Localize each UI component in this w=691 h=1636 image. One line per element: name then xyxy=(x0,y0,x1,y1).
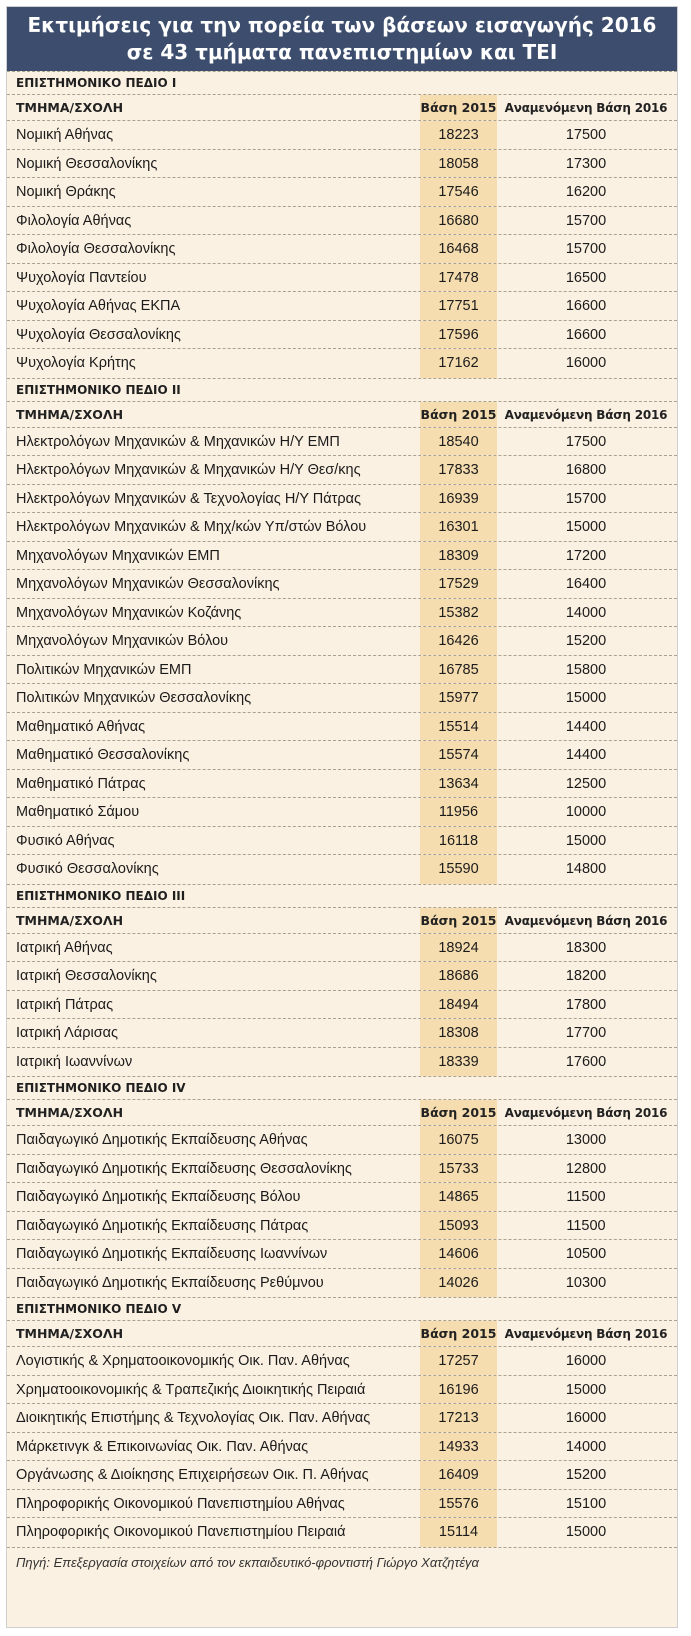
column-header-expected-2016: Αναμενόμενη Βάση 2016 xyxy=(504,1106,668,1120)
expected-2016-value: 17300 xyxy=(565,155,607,172)
table-row xyxy=(7,321,677,350)
field-heading: ΕΠΙΣΤΗΜΟΝΙΚΟ ΠΕΔΙΟ V xyxy=(7,1298,677,1321)
table-row xyxy=(7,1490,677,1519)
expected-2016-value: 17500 xyxy=(565,127,607,143)
department-name: Λογιστικής & Χρηματοοικονομικής Οικ. Παν. Αθήνας xyxy=(16,1353,350,1369)
department-name: Παιδαγωγικό Δημοτικής Εκπαίδευσης Βόλου xyxy=(16,1189,301,1205)
table-row xyxy=(7,1019,677,1048)
base-2015-value: 14606 xyxy=(420,1240,497,1268)
table-row xyxy=(7,349,677,378)
base-2015-value: 16301 xyxy=(420,513,497,541)
base-2015-value: 17596 xyxy=(420,321,497,349)
expected-2016-value: 16600 xyxy=(565,298,607,314)
table-row xyxy=(7,121,677,150)
base-2015-value: 18223 xyxy=(420,121,497,149)
base-2015-value: 16939 xyxy=(420,485,497,513)
expected-2016-value: 15000 xyxy=(565,690,607,706)
field-heading: ΕΠΙΣΤΗΜΟΝΙΚΟ ΠΕΔΙΟ ΙΙΙ xyxy=(7,885,677,908)
base-2015-value: 18309 xyxy=(420,542,497,570)
column-header-department: ΤΜΗΜΑ/ΣΧΟΛΗ xyxy=(16,912,124,928)
field-section xyxy=(7,884,677,1077)
table-row xyxy=(7,599,677,628)
field-section xyxy=(7,71,677,378)
table-row xyxy=(7,1518,677,1547)
base-2015-value: 15733 xyxy=(420,1155,497,1183)
base-2015-value: 16785 xyxy=(420,656,497,684)
table-title xyxy=(7,7,677,71)
expected-2016-value: 16400 xyxy=(565,576,607,592)
department-name: Μαθηματικό Θεσσαλονίκης xyxy=(16,747,190,763)
base-2015-value: 15382 xyxy=(420,599,497,627)
base-2015-value: 17213 xyxy=(420,1404,497,1432)
expected-2016-value: 17600 xyxy=(565,1053,607,1070)
column-header-department: ΤΜΗΜΑ/ΣΧΟΛΗ xyxy=(16,100,124,115)
department-name: Πολιτικών Μηχανικών Θεσσαλονίκης xyxy=(16,690,252,706)
department-name: Μηχανολόγων Μηχανικών ΕΜΠ xyxy=(16,547,220,564)
table-row xyxy=(7,542,677,571)
department-name: Παιδαγωγικό Δημοτικής Εκπαίδευσης Αθήνας xyxy=(16,1132,308,1148)
expected-2016-value: 16600 xyxy=(565,326,607,343)
expected-2016-value: 14400 xyxy=(565,718,607,735)
column-header-base-2015: Βάση 2015 xyxy=(420,95,497,120)
column-header-base-2015: Βάση 2015 xyxy=(420,1321,497,1346)
table-row xyxy=(7,934,677,963)
expected-2016-value: 17800 xyxy=(565,996,607,1013)
department-name: Παιδαγωγικό Δημοτικής Εκπαίδευσης Ρεθύμνου xyxy=(16,1274,324,1291)
expected-2016-value: 15700 xyxy=(565,241,607,257)
expected-2016-value: 10500 xyxy=(565,1246,607,1262)
department-name: Παιδαγωγικό Δημοτικής Εκπαίδευσης Πάτρας xyxy=(16,1217,309,1234)
data-table xyxy=(6,6,678,1628)
title-line-2: σε 43 τμήματα πανεπιστημίων και ΤΕΙ xyxy=(126,40,558,64)
department-name: Ηλεκτρολόγων Μηχανικών & Μηχανικών Η/Υ ΕΜΠ xyxy=(16,433,340,450)
expected-2016-value: 11500 xyxy=(566,1217,606,1234)
table-row xyxy=(7,1433,677,1462)
base-2015-value: 16426 xyxy=(420,627,497,655)
department-name: Νομική Θράκης xyxy=(16,184,116,200)
table-row xyxy=(7,1404,677,1433)
expected-2016-value: 15700 xyxy=(565,490,607,507)
base-2015-value: 14865 xyxy=(420,1183,497,1211)
column-header-department: ΤΜΗΜΑ/ΣΧΟΛΗ xyxy=(16,1326,124,1341)
department-name: Φυσικό Αθήνας xyxy=(16,832,115,849)
expected-2016-value: 15700 xyxy=(565,212,607,229)
department-name: Πολιτικών Μηχανικών ΕΜΠ xyxy=(16,661,192,678)
department-name: Ιατρική Θεσσαλονίκης xyxy=(16,968,157,984)
table-row xyxy=(7,713,677,742)
base-2015-value: 15093 xyxy=(420,1212,497,1240)
column-header-expected-2016: Αναμενόμενη Βάση 2016 xyxy=(504,101,668,115)
base-2015-value: 17833 xyxy=(420,456,497,484)
column-header-row xyxy=(7,95,677,121)
expected-2016-value: 17500 xyxy=(565,433,607,450)
expected-2016-value: 15100 xyxy=(565,1495,607,1512)
table-row xyxy=(7,1126,677,1155)
table-row xyxy=(7,1461,677,1490)
base-2015-value: 18540 xyxy=(420,428,497,456)
expected-2016-value: 15000 xyxy=(565,1381,607,1398)
expected-2016-value: 16200 xyxy=(565,184,607,200)
base-2015-value: 17257 xyxy=(420,1347,497,1375)
expected-2016-value: 11500 xyxy=(566,1189,606,1205)
source-note: Πηγή: Επεξεργασία στοιχείων από τον εκπαιδευτικό-φροντιστή Γιώργο Χατζητέγα xyxy=(7,1547,677,1578)
table-row xyxy=(7,656,677,685)
expected-2016-value: 16500 xyxy=(565,269,607,286)
department-name: Ιατρική Πάτρας xyxy=(16,996,114,1013)
expected-2016-value: 12500 xyxy=(565,775,607,792)
department-name: Πληροφορικής Οικονομικού Πανεπιστημίου Πειραιά xyxy=(16,1524,346,1540)
base-2015-value: 18924 xyxy=(420,934,497,962)
base-2015-value: 18308 xyxy=(420,1019,497,1047)
expected-2016-value: 17700 xyxy=(565,1025,607,1041)
base-2015-value: 15590 xyxy=(420,855,497,884)
base-2015-value: 17751 xyxy=(420,292,497,320)
table-row xyxy=(7,513,677,542)
field-section xyxy=(7,378,677,884)
field-heading: ΕΠΙΣΤΗΜΟΝΙΚΟ ΠΕΔΙΟ ΙΙ xyxy=(7,379,677,402)
expected-2016-value: 15000 xyxy=(565,519,607,535)
base-2015-value: 16409 xyxy=(420,1461,497,1489)
table-row xyxy=(7,1155,677,1184)
expected-2016-value: 15200 xyxy=(565,1467,607,1483)
column-header-row xyxy=(7,908,677,934)
expected-2016-value: 14800 xyxy=(565,861,607,877)
field-heading: ΕΠΙΣΤΗΜΟΝΙΚΟ ΠΕΔΙΟ IV xyxy=(7,1077,677,1100)
department-name: Φυσικό Θεσσαλονίκης xyxy=(16,861,159,877)
table-row xyxy=(7,1212,677,1241)
column-header-expected-2016: Αναμενόμενη Βάση 2016 xyxy=(504,1327,668,1341)
table-row xyxy=(7,292,677,321)
table-row xyxy=(7,770,677,799)
expected-2016-value: 16000 xyxy=(565,1353,607,1369)
base-2015-value: 11956 xyxy=(420,798,497,826)
department-name: Παιδαγωγικό Δημοτικής Εκπαίδευσης Ιωαννίνων xyxy=(16,1246,328,1262)
base-2015-value: 13634 xyxy=(420,770,497,798)
column-header-department: ΤΜΗΜΑ/ΣΧΟΛΗ xyxy=(16,406,124,422)
department-name: Μηχανολόγων Μηχανικών Βόλου xyxy=(16,633,229,649)
table-row xyxy=(7,150,677,179)
department-name: Μαθηματικό Σάμου xyxy=(16,804,140,820)
table-row xyxy=(7,1269,677,1298)
department-name: Ιατρική Λάρισας xyxy=(16,1025,119,1041)
department-name: Μάρκετινγκ & Επικοινωνίας Οικ. Παν. Αθήνας xyxy=(16,1438,309,1455)
column-header-expected-2016: Αναμενόμενη Βάση 2016 xyxy=(504,407,668,422)
base-2015-value: 16680 xyxy=(420,207,497,235)
department-name: Ηλεκτρολόγων Μηχανικών & Τεχνολογίας Η/Υ Πάτρας xyxy=(16,490,361,507)
table-row xyxy=(7,178,677,207)
base-2015-value: 15114 xyxy=(420,1518,497,1547)
field-heading: ΕΠΙΣΤΗΜΟΝΙΚΟ ΠΕΔΙΟ Ι xyxy=(7,72,677,95)
base-2015-value: 14933 xyxy=(420,1433,497,1461)
base-2015-value: 18686 xyxy=(420,962,497,990)
base-2015-value: 14026 xyxy=(420,1269,497,1298)
table-row xyxy=(7,1240,677,1269)
expected-2016-value: 15200 xyxy=(565,633,607,649)
table-row xyxy=(7,428,677,457)
department-name: Ηλεκτρολόγων Μηχανικών & Μηχ/κών Υπ/στών Βόλου xyxy=(16,519,367,535)
expected-2016-value: 16000 xyxy=(565,1410,607,1426)
department-name: Μηχανολόγων Μηχανικών Κοζάνης xyxy=(16,604,242,621)
department-name: Νομική Θεσσαλονίκης xyxy=(16,155,158,172)
table-row xyxy=(7,1183,677,1212)
expected-2016-value: 16000 xyxy=(565,355,607,371)
expected-2016-value: 14000 xyxy=(565,604,607,621)
department-name: Ιατρική Ιωαννίνων xyxy=(16,1053,133,1070)
base-2015-value: 15977 xyxy=(420,684,497,712)
base-2015-value: 18494 xyxy=(420,991,497,1019)
table-row xyxy=(7,1048,677,1077)
department-name: Ηλεκτρολόγων Μηχανικών & Μηχανικών Η/Υ Θεσ/κης xyxy=(16,462,361,478)
expected-2016-value: 14400 xyxy=(565,747,607,763)
table-row xyxy=(7,741,677,770)
column-header-base-2015: Βάση 2015 xyxy=(420,402,497,427)
field-section xyxy=(7,1076,677,1297)
department-name: Διοικητικής Επιστήμης & Τεχνολογίας Οικ. Παν. Αθήνας xyxy=(16,1410,371,1426)
department-name: Ψυχολογία Αθήνας ΕΚΠΑ xyxy=(16,298,181,314)
base-2015-value: 16118 xyxy=(420,827,497,855)
expected-2016-value: 10300 xyxy=(565,1274,607,1291)
base-2015-value: 16075 xyxy=(420,1126,497,1154)
column-header-base-2015: Βάση 2015 xyxy=(420,1100,497,1125)
table-row xyxy=(7,798,677,827)
expected-2016-value: 15000 xyxy=(565,1524,607,1540)
department-name: Φιλολογία Θεσσαλονίκης xyxy=(16,241,176,257)
base-2015-value: 17546 xyxy=(420,178,497,206)
department-name: Οργάνωσης & Διοίκησης Επιχειρήσεων Οικ. Π. Αθήνας xyxy=(16,1467,369,1483)
base-2015-value: 16468 xyxy=(420,235,497,263)
table-row xyxy=(7,962,677,991)
table-row xyxy=(7,264,677,293)
base-2015-value: 16196 xyxy=(420,1376,497,1404)
table-row xyxy=(7,207,677,236)
expected-2016-value: 10000 xyxy=(565,804,607,820)
expected-2016-value: 18300 xyxy=(565,939,607,956)
base-2015-value: 18339 xyxy=(420,1048,497,1077)
base-2015-value: 17529 xyxy=(420,570,497,598)
expected-2016-value: 18200 xyxy=(565,968,607,984)
table-row xyxy=(7,684,677,713)
column-header-row xyxy=(7,1321,677,1347)
column-header-department: ΤΜΗΜΑ/ΣΧΟΛΗ xyxy=(16,1105,124,1120)
department-name: Φιλολογία Αθήνας xyxy=(16,212,132,229)
expected-2016-value: 15800 xyxy=(565,661,607,678)
table-row xyxy=(7,827,677,856)
department-name: Μηχανολόγων Μηχανικών Θεσσαλονίκης xyxy=(16,576,280,592)
base-2015-value: 17478 xyxy=(420,264,497,292)
table-row xyxy=(7,1347,677,1376)
department-name: Ψυχολογία Θεσσαλονίκης xyxy=(16,326,181,343)
base-2015-value: 18058 xyxy=(420,150,497,178)
expected-2016-value: 14000 xyxy=(565,1438,607,1455)
expected-2016-value: 17200 xyxy=(565,547,607,564)
expected-2016-value: 15000 xyxy=(565,832,607,849)
expected-2016-value: 12800 xyxy=(565,1160,607,1177)
title-line-1: Εκτιμήσεις για την πορεία των βάσεων εισαγωγής 2016 xyxy=(27,13,657,37)
base-2015-value: 15576 xyxy=(420,1490,497,1518)
base-2015-value: 17162 xyxy=(420,349,497,378)
table-row xyxy=(7,456,677,485)
column-header-base-2015: Βάση 2015 xyxy=(420,908,497,933)
department-name: Ψυχολογία Παντείου xyxy=(16,269,147,286)
table-row xyxy=(7,627,677,656)
field-section xyxy=(7,1297,677,1547)
department-name: Χρηματοοικονομικής & Τραπεζικής Διοικητικής Πειραιά xyxy=(16,1381,366,1398)
table-row xyxy=(7,1376,677,1405)
table-body xyxy=(7,71,677,1547)
column-header-expected-2016: Αναμενόμενη Βάση 2016 xyxy=(504,913,668,928)
column-header-row xyxy=(7,1100,677,1126)
expected-2016-value: 13000 xyxy=(565,1132,607,1148)
table-row xyxy=(7,991,677,1020)
department-name: Ψυχολογία Κρήτης xyxy=(16,355,136,371)
department-name: Μαθηματικό Αθήνας xyxy=(16,718,146,735)
expected-2016-value: 16800 xyxy=(565,462,607,478)
department-name: Πληροφορικής Οικονομικού Πανεπιστημίου Αθήνας xyxy=(16,1495,345,1512)
base-2015-value: 15514 xyxy=(420,713,497,741)
department-name: Μαθηματικό Πάτρας xyxy=(16,775,146,792)
column-header-row xyxy=(7,402,677,428)
department-name: Ιατρική Αθήνας xyxy=(16,939,113,956)
table-row xyxy=(7,235,677,264)
department-name: Νομική Αθήνας xyxy=(16,127,114,143)
department-name: Παιδαγωγικό Δημοτικής Εκπαίδευσης Θεσσαλονίκης xyxy=(16,1160,352,1177)
table-row xyxy=(7,570,677,599)
table-row xyxy=(7,855,677,884)
table-row xyxy=(7,485,677,514)
base-2015-value: 15574 xyxy=(420,741,497,769)
